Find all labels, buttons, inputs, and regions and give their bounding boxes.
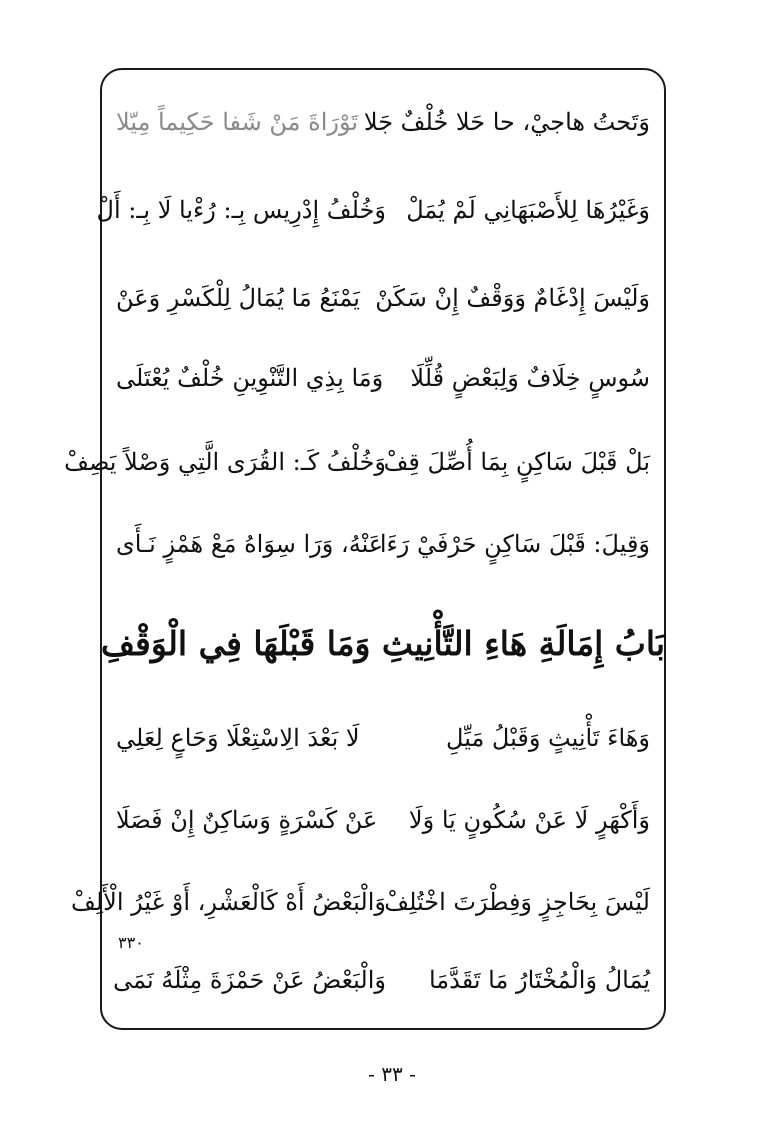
hemistich-left: عَنْهُ، وَرَا سِوَاهُ مَعْ هَمْزٍ نَـأَى: [116, 530, 384, 558]
verse-line-4: [100, 348, 666, 408]
verse-count-number: ٣٣٠: [118, 933, 144, 952]
hemistich-right: وَلَيْسَ إِدْغَامٌ وَوَقْفٌ إِنْ سَكَنْ: [375, 284, 650, 312]
hemistich-right: سُوسٍ خِلَافٌ وَلِبَعْضٍ قُلِّلَا: [410, 364, 650, 392]
hemistich-right: وَغَيْرُهَا لِلأَصْبَهَانِي لَمْ يُمَلْ: [406, 196, 650, 224]
hemistich-left: وَالْبَعْضُ أَهْ كَالْعَشْرِ، أَوْ غَيْرُ الْأَلِفْ: [70, 888, 386, 916]
hemistich-left: يَمْنَعُ مَا يُمَالُ لِلْكَسْرِ وَعَنْ: [116, 284, 360, 312]
verse-line-8: [100, 790, 666, 850]
verse-line-6: [100, 514, 666, 574]
hemistich-right: وَتَحتُ هاجيْ، حا حَلا خُلْفٌ جَلا: [363, 108, 650, 136]
hemistich-right: بَلْ قَبْلَ سَاكِنٍ بِمَا أُصِّلَ قِفْ: [383, 448, 650, 476]
hemistich-right: وَأَكْهَرٍ لَا عَنْ سُكُونٍ يَا وَلَا: [408, 806, 650, 834]
chapter-title: بَابُ إِمَالَةِ هَاءِ التَّأْنِيثِ وَمَا قَبْلَهَا فِي الْوَقْفِ: [100, 624, 666, 663]
hemistich-left: وَخُلْفُ إِدْرِيس بِـ: رُءْيا لَا بِـ: أَلْ: [96, 196, 386, 224]
hemistich-left: وَخُلْفُ كَـ: القُرَى الَّتِي وَصْلاً يَصِفْ: [64, 448, 386, 476]
verse-line-9: [70, 872, 666, 932]
verse-line-2: [96, 180, 666, 240]
hemistich-left: عَنْ كَسْرَةٍ وَسَاكِنٌ إِنْ فَصَلَا: [116, 806, 378, 834]
verse-line-7: [100, 708, 666, 768]
verse-line-1: [100, 92, 666, 152]
hemistich-left: وَالْبَعْضُ عَنْ حَمْزَةَ مِثْلَهُ نَمَى: [113, 966, 386, 994]
hemistich-right: لَيْسَ بِحَاجِزٍ وَفِطْرَتَ اخْتُلِفْ: [384, 888, 650, 916]
hemistich-left: وَمَا بِذِي التَّنْوِينِ خُلْفٌ يُعْتَلَى: [116, 364, 384, 392]
verse-line-10: [100, 950, 666, 1010]
page-number: - ٣٣ -: [368, 1062, 416, 1086]
hemistich-right: وَهَاءَ تَأْنِيثٍ وَقَبْلُ مَيِّلِ: [446, 724, 650, 752]
hemistich-right: يُمَالُ وَالْمُخْتَارُ مَا تَقَدَّمَا: [428, 966, 650, 994]
hemistich-left: لَا بَعْدَ الِاسْتِعْلَا وَحَاعٍ لِعَلِي: [116, 724, 360, 752]
verse-line-3: [100, 268, 666, 328]
verse-line-5: [64, 432, 666, 492]
hemistich-left: تَوْرَاةَ مَنْ شَفا حَكِيماً مِيّلا: [116, 108, 359, 136]
hemistich-right: وَقِيلَ: قَبْلَ سَاكِنٍ حَرْفَيْ رَءَا: [379, 530, 650, 558]
